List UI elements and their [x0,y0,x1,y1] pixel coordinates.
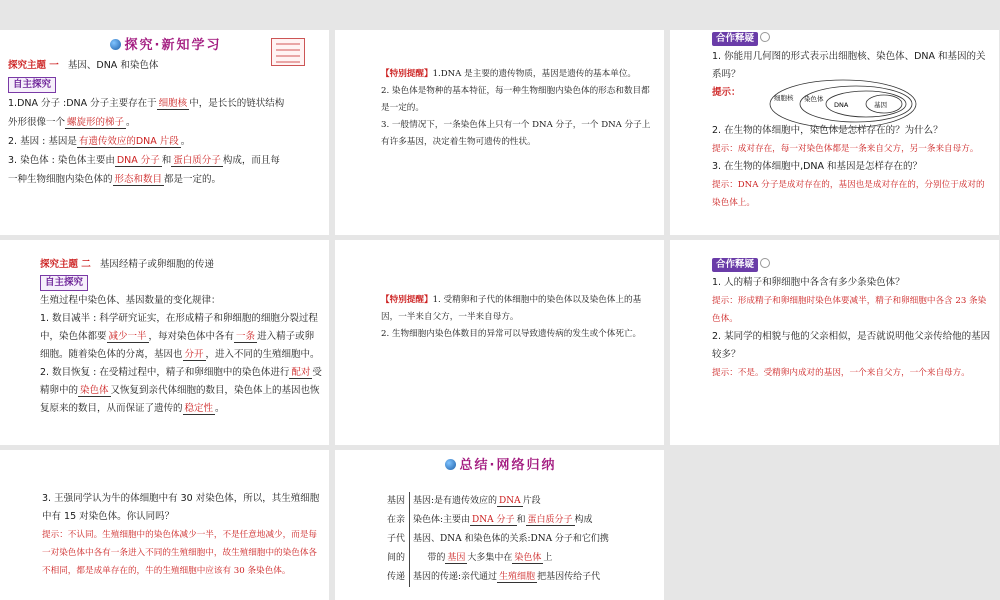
slide-3 [670,30,999,235]
hint-label: 提示： [712,87,741,98]
answer-blank: DNA [499,496,521,506]
a2: 提示：成对存在，每一对染色体都是一条来自父方，另一条来自母方。 [712,144,979,154]
chromosome-text: 染色体 [804,95,824,103]
dna-text: DNA [834,101,849,109]
a1: 提示：形成精子和卵细胞时染色体要减半，精子和卵细胞中各含 23 条染色体。 [712,296,987,324]
intro: 生殖过程中染色体、基因数量的变化规律： [40,295,221,306]
empty-slot [670,450,999,600]
answer-blank: 有遗传效应的DNA 片段 [78,136,179,147]
slide-2 [335,30,664,235]
nucleus-chromosome-dna-gene-diagram [768,78,918,130]
coop-label: 合作释疑 [712,258,758,272]
slide-8 [335,450,664,600]
tip-3: 3. 一般情况下，一条染色体上只有一个 DNA 分子，一个 DNA 分子上有许多基因，决定着生物可遗传的性状。 [381,120,651,147]
a3: 提示：DNA 分子是成对存在的，基因也是成对存在的，分别位于成对的染色体上。 [712,180,985,208]
answer-blank: DNA 分子 [472,515,515,525]
answer-blank: 生殖细胞 [499,572,536,582]
answer-blank: 细胞核 [158,98,188,109]
answer-blank: 螺旋形的梯子 [67,117,125,128]
answer-blank: DNA 分子 [116,155,160,166]
q1: 1. 人的精子和卵细胞中各含有多少条染色体？ [712,277,905,288]
a3: 提示：不认同。生殖细胞中的染色体减少一半，不是任意地减少，而是每一对染色体中各有一条进入不同的生殖细胞中，故生殖细胞中的染色体各不相同，都是成单存在的，牛的生殖细胞中应该有 30 条染色体。 [42,530,318,576]
globe-icon [445,459,456,470]
answer-blank: 蛋白质分子 [527,515,573,525]
q3: 3. 在生物的体细胞中,DNA 和基因是怎样存在的？ [712,161,923,172]
q1: 1. 你能用几何图的形式表示出细胞核、染色体、DNA 和基因的关系吗？ [712,51,986,80]
answer-blank: 染色体 [514,553,542,563]
tip-1: 【特别提醒】1. 受精卵和子代的体细胞中的染色体以及染色体上的基因，一半来自父方，一半来自母方。 [381,295,642,322]
topic-title: 基因、DNA 和染色体 [67,60,159,71]
slide-4 [0,240,329,445]
p2: 2. 数目恢复 : 在受精过程中，精子和卵细胞中的染色体进行 配对 受精卵中的 染色体 又恢复到亲代体细胞的数目，染色体上的基因也恢复原来的数目，从而保证了遗传的 稳定性 。 [40,367,322,414]
gene-text: 基因 [874,101,887,109]
tip-1: 【特别提醒】1.DNA 是主要的遗传物质，基因是遗传的基本单位。 [381,69,637,79]
q3: 3. 王强同学认为牛的体细胞中有 30 对染色体，所以，其生殖细胞中有 15 对染色体。你认同吗？ [42,493,320,522]
answer-blank: 基因 [447,553,466,563]
coop-label: 合作释疑 [712,32,758,46]
p1: 1. 数目减半 : 科学研究证实，在形成精子和卵细胞的细胞分裂过程中，染色体都要 减少一半 ，每对染色体中各有 一条 进入精子或卵细胞。随着染色体的分离，基因也 分开 ，进入不同的生殖细胞中。 [40,313,320,360]
answer-blank: 染色体 [80,385,109,396]
q2: 2. 在生物的体细胞中，染色体是怎样存在的？为什么？ [712,125,943,136]
answer-blank: 一条 [236,331,256,342]
answer-blank: 稳定性 [184,403,214,414]
slide-8-banner: 总结·网络归纳 [343,456,658,476]
summary-left-column: 基因 在亲 子代 间的 传递 [383,492,410,587]
summary-table: 基因:是有遗传效应的 DNA 片段 染色体:主要由 DNA 分子 和 蛋白质分子 构成 基因、DNA 和染色体的关系:DNA 分子和它们携 带的 基因 大多集中在 染色体 上 基因的传递:亲代通过 生殖细胞 把基因传给子代 [413,496,609,582]
answer-blank: 分开 [184,349,204,360]
answer-blank: 蛋白质分子 [173,155,221,166]
magnifier-icon [760,32,770,42]
globe-icon [110,39,121,50]
topic-label: 探究主题 一 [8,60,59,71]
section-label: 自主探究 [8,77,56,93]
slide-1-banner: 探究·新知学习 [8,36,323,56]
answer-blank: 减少一半 [108,331,147,342]
nucleus-text: 细胞核 [774,94,794,102]
topic-title: 基因经精子或卵细胞的传递 [99,259,214,270]
q2: 2. 基因 : 基因是 有遗传效应的DNA 片段 。 [8,136,191,147]
slide-5 [335,240,664,445]
topic-label: 探究主题 二 [40,259,91,270]
stamp-icon [271,38,305,66]
a2: 提示：不是。受精卵内成对的基因，一个来自父方，一个来自母方。 [712,368,970,378]
tip-2: 2. 染色体是物种的基本特征，每一种生物细胞内染色体的形态和数目都是一定的。 [381,86,650,113]
q3: 3. 染色体 : 染色体主要由 DNA 分子 和 蛋白质分子 构成，而且每 一种生物细胞内染色体的 形态和数目 都是一定的。 [8,155,280,185]
magnifier-icon [760,258,770,268]
answer-blank: 配对 [291,367,311,378]
q1: 1.DNA 分子 :DNA 分子主要存在于 细胞核 中，是长长的链状结构 外形很像一个 螺旋形的梯子 。 [8,98,285,128]
slide-7 [0,450,329,600]
section-label: 自主探究 [40,275,88,291]
tip-2: 2. 生物细胞内染色体数目的异常可以导致遗传病的发生或个体死亡。 [381,329,642,339]
q2: 2. 某同学的相貌与他的父亲相似，是否就说明他父亲传给他的基因较多？ [712,331,991,360]
slide-6 [670,240,999,445]
slide-1 [0,30,329,235]
answer-blank: 形态和数目 [114,174,163,185]
